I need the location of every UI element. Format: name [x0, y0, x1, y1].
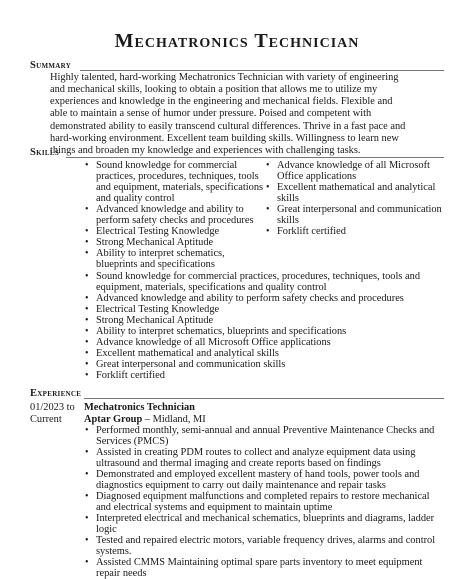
job-bullet: • Performed monthly, semi-annual and annual Preventive Maintenance Checks and Services (PMCS): [84, 425, 446, 447]
job-bullets: [84, 425, 446, 579]
job-bullet: • Assisted CMMS Maintaining optimal spare parts inventory to meet equipment repair needs: [84, 557, 446, 579]
skill-item: • Electrical Testing Knowledge: [84, 304, 446, 315]
experience-heading: Experience: [30, 388, 82, 399]
skills-section: [30, 147, 444, 159]
job-date-end: Current: [30, 413, 62, 425]
experience-rule: [84, 398, 444, 399]
skills-list-full: [84, 271, 446, 381]
skill-item: • Excellent mathematical and analytical skills: [265, 182, 445, 204]
job-bullet: • Diagnosed equipment malfunctions and completed repairs to restore mechanical and electrical systems and equipment to maintain uptime: [84, 491, 446, 513]
skill-item: • Advanced knowledge and ability to perform safety checks and procedures: [84, 204, 264, 226]
job-dates: [30, 402, 80, 425]
skill-item: • Strong Mechanical Aptitude: [84, 315, 446, 326]
skill-item: • Advance knowledge of all Microsoft Office applications: [84, 337, 446, 348]
skill-item: • Excellent mathematical and analytical skills: [84, 348, 446, 359]
skills-list-column-1: [84, 160, 264, 270]
skills-list-column-2: [265, 160, 445, 237]
skill-item: • Advance knowledge of all Microsoft Office applications: [265, 160, 445, 182]
skill-item: • Ability to interpret schematics, blueprints and specifications: [84, 248, 264, 270]
skill-item: • Electrical Testing Knowledge: [84, 226, 264, 237]
skill-item: • Strong Mechanical Aptitude: [84, 237, 264, 248]
summary-text: Highly talented, hard-working Mechatronics Technician with variety of engineering and mechanical skills, looking to obtain a position that allows me to utilize my experiences and knowledge in the engineering and mechanical fields. Flexible and able to maintain a sense of humor under pressure. Poised and competent with demonstrated ability to easily transcend cultural differences. Thrive in a fast pace and hard-working environment. Excellent team building skills. Willingness to learn new things and broaden my knowledge and experiences with challenging tasks.: [50, 72, 406, 156]
experience-section: [30, 388, 444, 400]
job-date-start: 01/2023 to: [30, 402, 75, 413]
job-bullet: • Tested and repaired electric motors, variable frequency drives, alarms and control systems.: [84, 535, 446, 557]
company-line: [84, 414, 446, 426]
summary-section: [30, 60, 444, 72]
skill-item: • Forklift certified: [265, 226, 445, 237]
resume-title: Mechatronics Technician: [114, 30, 360, 52]
job-bullet: • Interpreted electrical and mechanical schematics, blueprints and diagrams, ladder logic: [84, 513, 446, 535]
skill-item: • Forklift certified: [84, 370, 446, 381]
summary-heading: Summary: [30, 60, 72, 71]
job-bullet: • Assisted in creating PDM routes to collect and analyze equipment data using ultrasound and thermal imaging and create reports based on findings: [84, 447, 446, 469]
skill-item: • Advanced knowledge and ability to perform safety checks and procedures: [84, 293, 446, 304]
skill-item: • Great interpersonal and communication skills: [265, 204, 445, 226]
skills-rule: [66, 157, 444, 158]
skills-heading: Skills: [30, 147, 60, 158]
job-bullet: • Demonstrated and employed excellent mastery of hand tools, power tools and diagnostics equipment to carry out daily maintenance and repair tasks: [84, 469, 446, 491]
summary-rule: [80, 70, 444, 71]
skill-item: • Great interpersonal and communication skills: [84, 359, 446, 370]
job-location: – Midland, MI: [142, 413, 206, 425]
company-name: Aptar Group: [84, 413, 143, 425]
skill-item: • Ability to interpret schematics, blueprints and specifications: [84, 326, 446, 337]
skill-item: • Sound knowledge for commercial practices, procedures, techniques, tools and equipment, materials, specifications and quality control: [84, 271, 446, 293]
job-title: Mechatronics Technician: [84, 402, 195, 413]
skill-item: • Sound knowledge for commercial practices, procedures, techniques, tools and equipment, materials, specifications and quality control: [84, 160, 264, 204]
job-entry: [84, 402, 446, 579]
